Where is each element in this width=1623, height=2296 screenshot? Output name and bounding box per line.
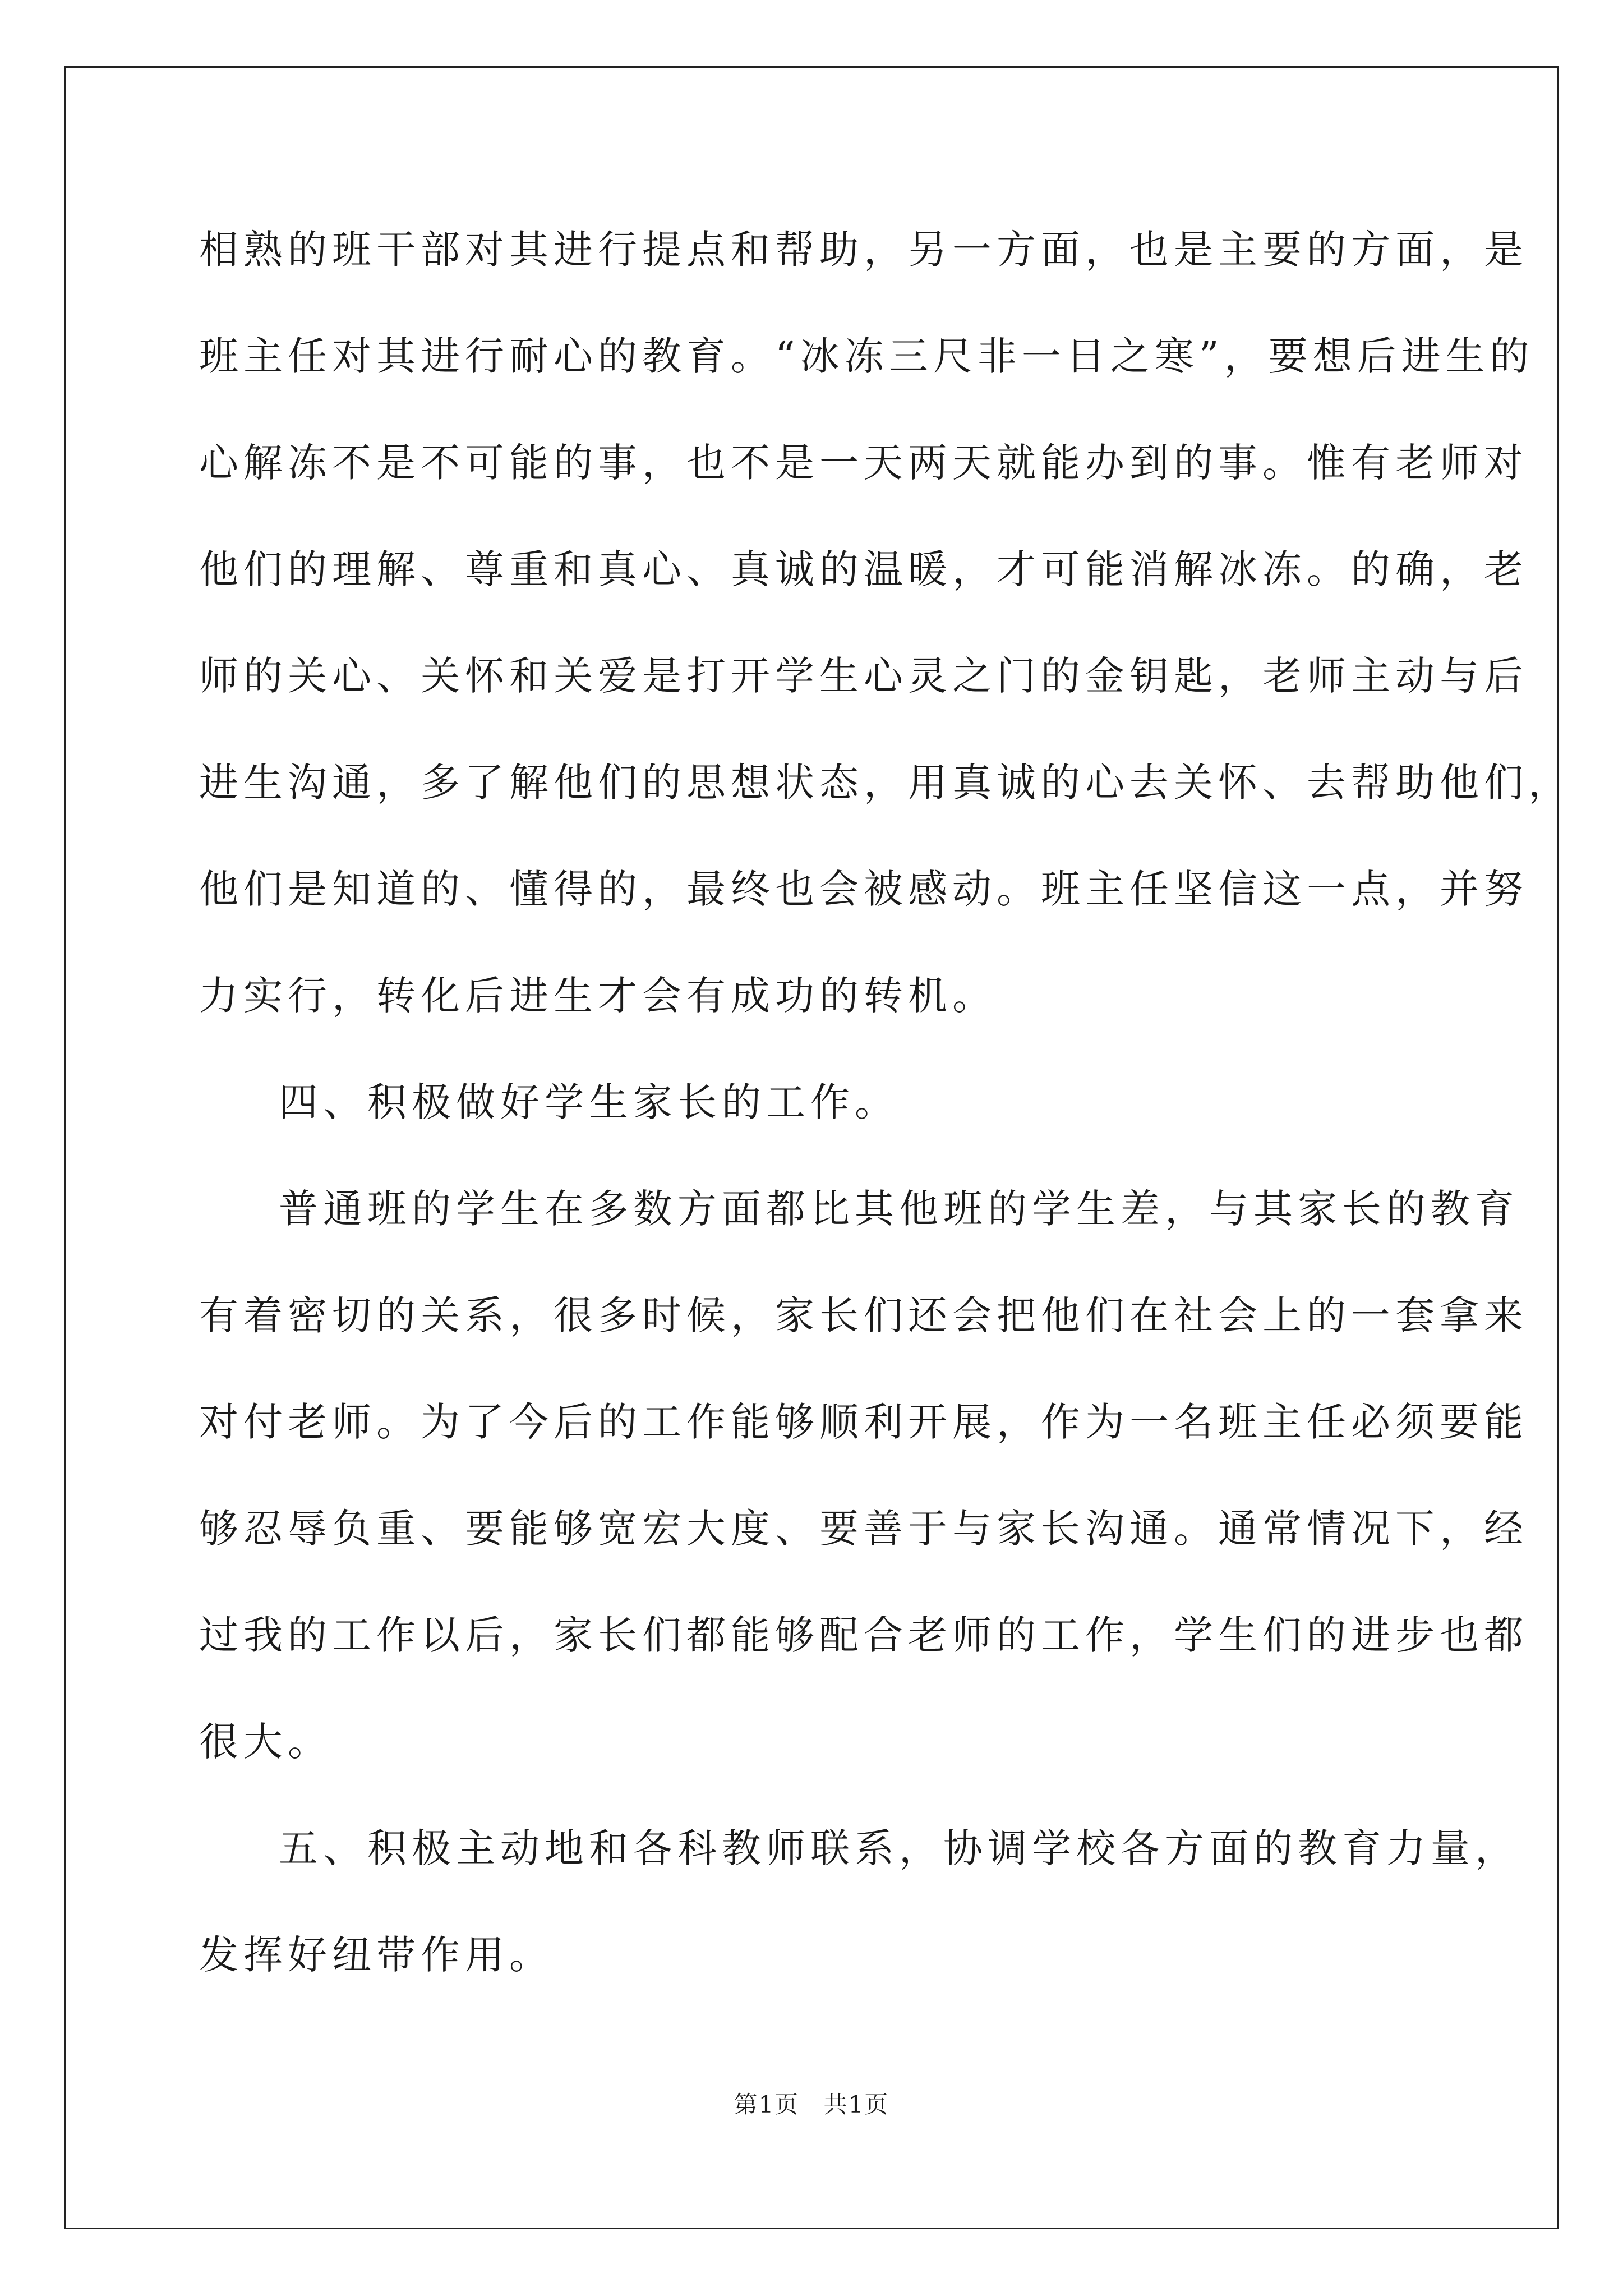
text-line: 师的关心、关怀和关爱是打开学生心灵之门的金钥匙，老师主动与后 xyxy=(199,653,1528,699)
text-line: 心解冻不是不可能的事，也不是一天两天就能办到的事。惟有老师对 xyxy=(199,440,1528,486)
page-total: 共1页 xyxy=(823,2091,889,2118)
section-heading: 五、积极主动地和各科教师联系，协调学校各方面的教育力量， xyxy=(279,1825,1519,1871)
text-line: 有着密切的关系，很多时候，家长们还会把他们在社会上的一套拿来 xyxy=(199,1292,1528,1338)
text-line: 很大。 xyxy=(199,1719,332,1765)
page-frame xyxy=(64,66,1559,2229)
text-line: 够忍辱负重、要能够宽宏大度、要善于与家长沟通。通常情况下，经 xyxy=(199,1506,1528,1552)
text-line: 普通班的学生在多数方面都比其他班的学生差，与其家长的教育 xyxy=(279,1186,1519,1232)
text-line: 班主任对其进行耐心的教育。“冰冻三尺非一日之寒”，要想后进生的 xyxy=(199,333,1534,379)
text-line: 力实行，转化后进生才会有成功的转机。 xyxy=(199,973,997,1019)
text-line: 他们是知道的、懂得的，最终也会被感动。班主任坚信这一点，并努 xyxy=(199,866,1528,912)
text-line: 相熟的班干部对其进行提点和帮助，另一方面，也是主要的方面，是 xyxy=(199,227,1528,273)
text-line: 进生沟通，多了解他们的思想状态，用真诚的心去关怀、去帮助他们， xyxy=(199,760,1573,806)
text-line: 发挥好纽带作用。 xyxy=(199,1932,554,1978)
text-line: 他们的理解、尊重和真心、真诚的温暖，才可能消解冰冻。的确，老 xyxy=(199,546,1528,592)
text-line: 对付老师。为了今后的工作能够顺利开展，作为一名班主任必须要能 xyxy=(199,1399,1528,1445)
section-heading: 四、积极做好学生家长的工作。 xyxy=(279,1079,899,1125)
text-line: 过我的工作以后，家长们都能够配合老师的工作，学生们的进步也都 xyxy=(199,1612,1528,1658)
page-number: 第1页 xyxy=(734,2091,800,2118)
page-footer xyxy=(0,2088,1623,2122)
